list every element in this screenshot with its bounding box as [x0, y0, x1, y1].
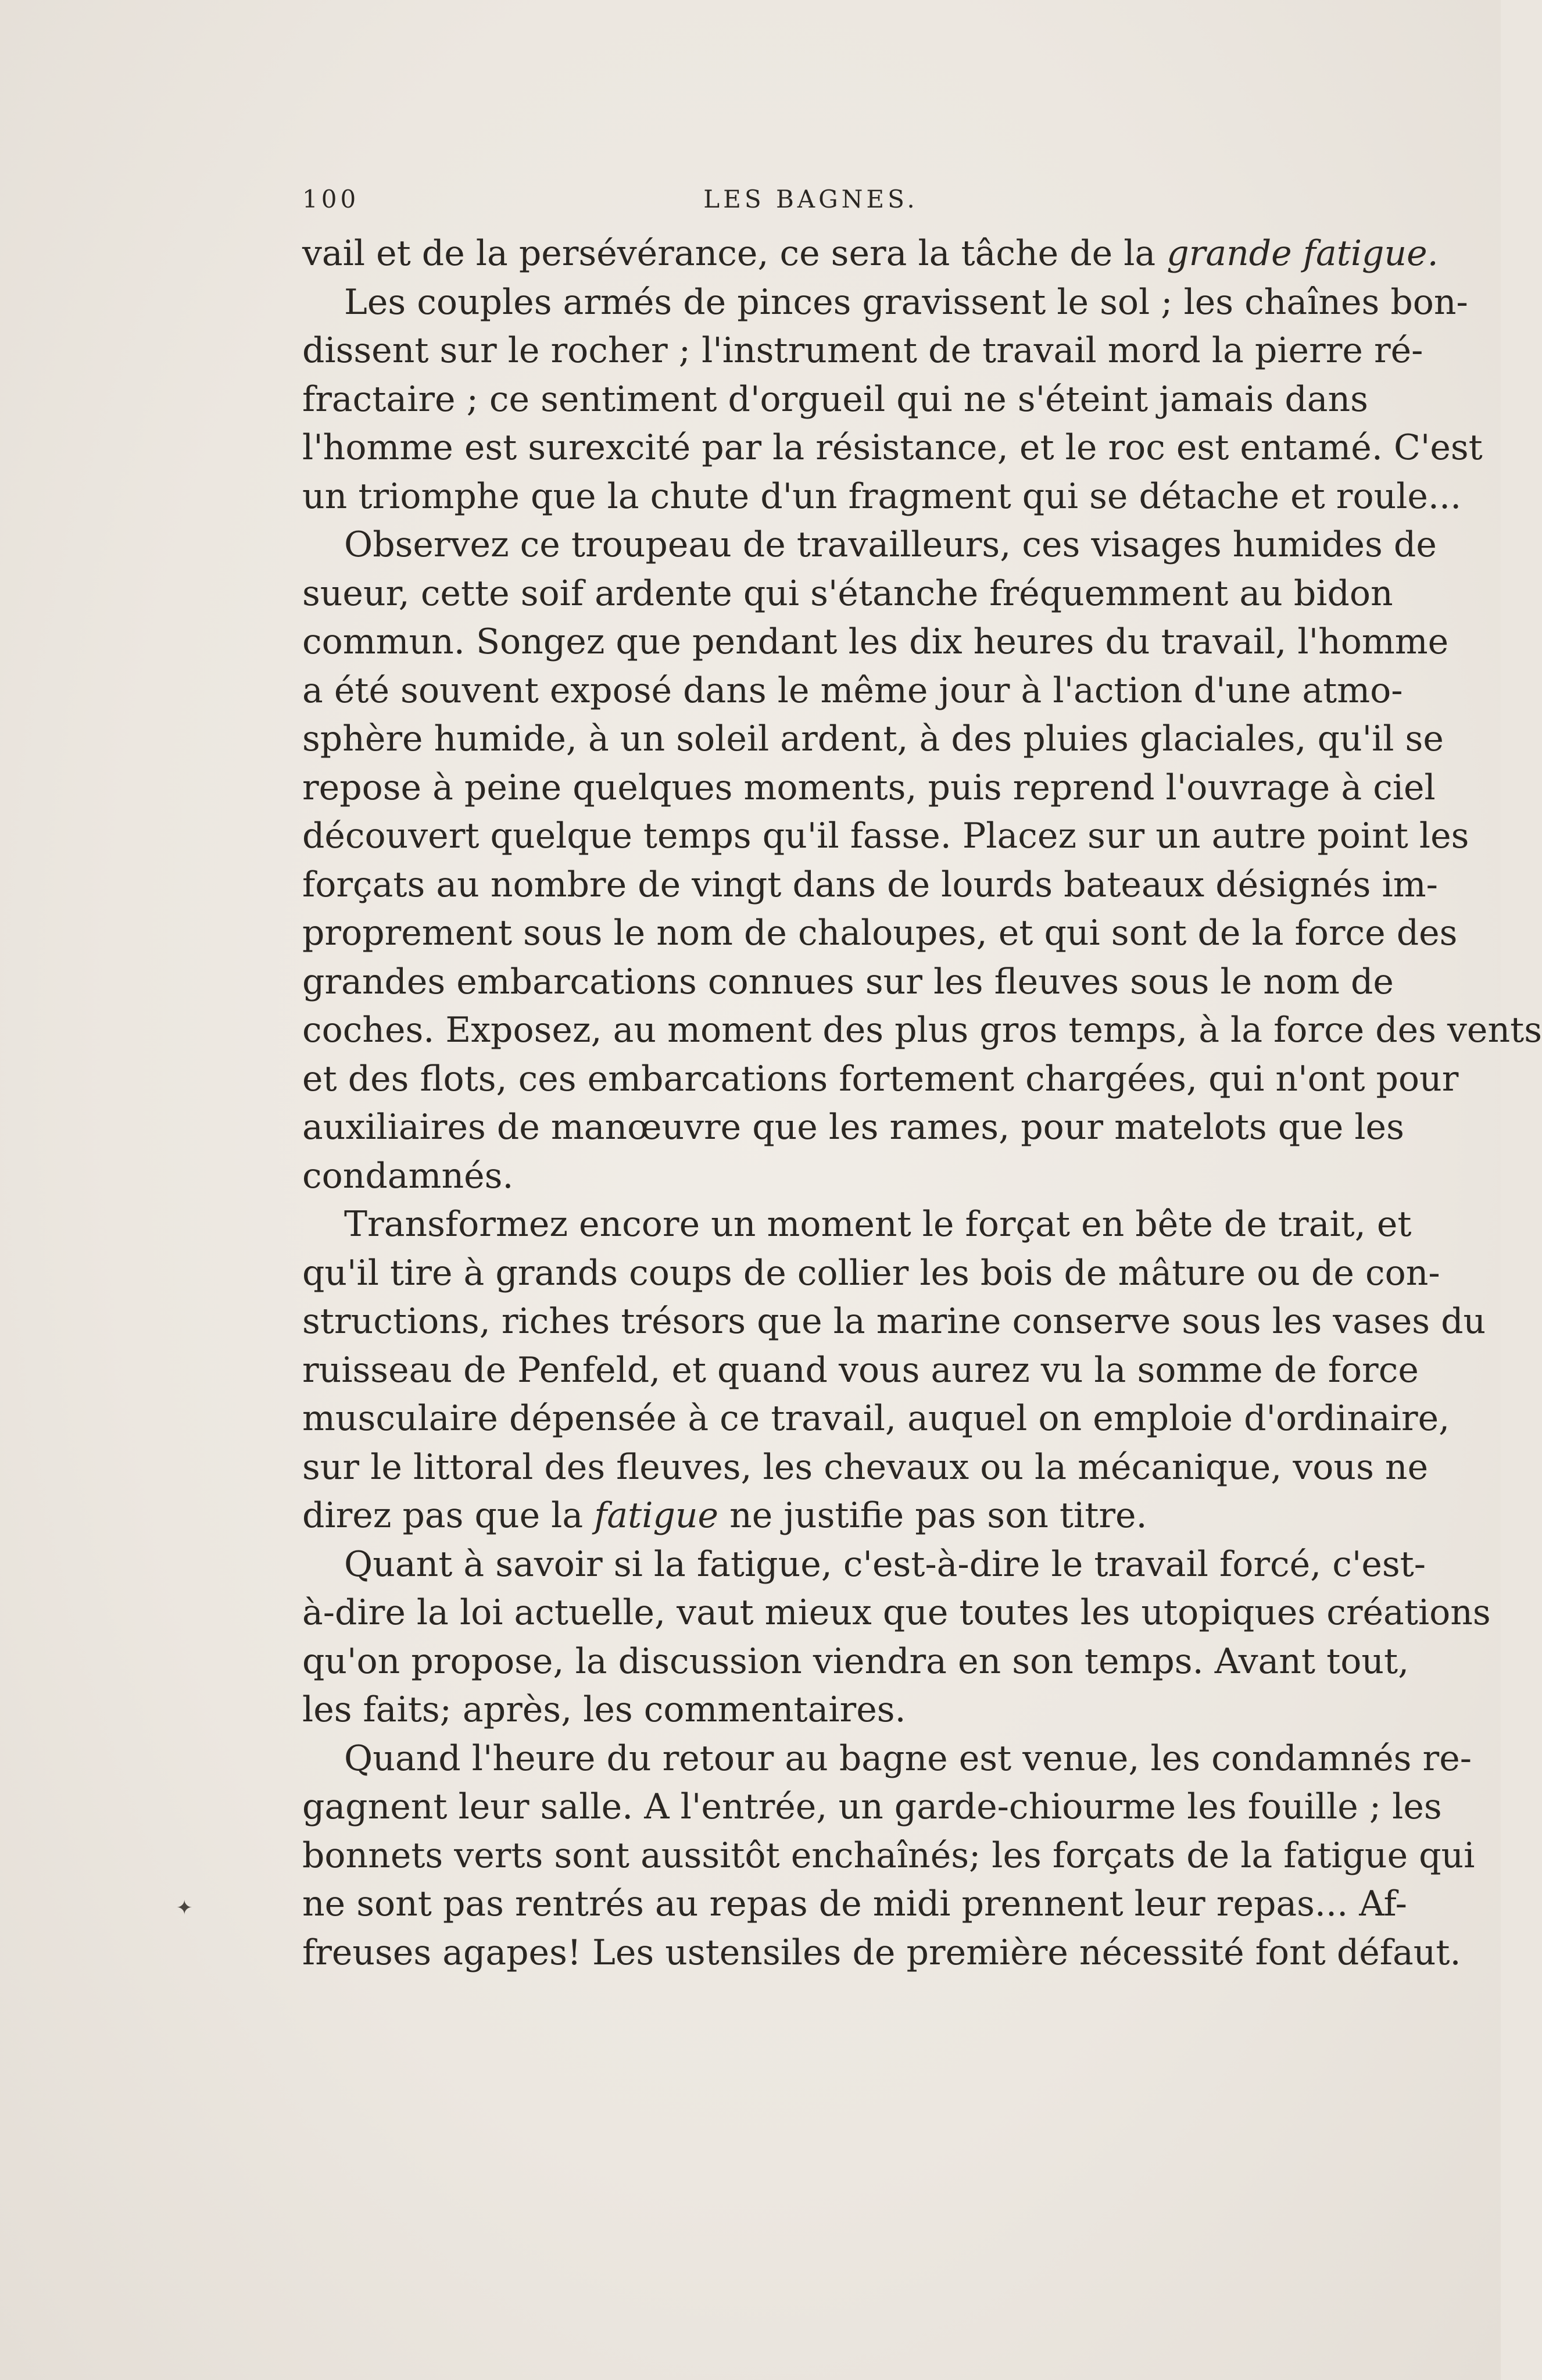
text-line: proprement sous le nom de chaloupes, et qui sont de la force des	[302, 913, 1458, 953]
text-line: les faits; après, les commentaires.	[302, 1689, 906, 1730]
text-line: grandes embarcations connues sur les fleuves sous le nom de	[302, 961, 1394, 1002]
text-line: sphère humide, à un soleil ardent, à des pluies glaciales, qu'il se	[302, 719, 1444, 759]
page-header	[302, 185, 1319, 220]
text-line: Transformez encore un moment le forçat en bête de trait, et	[344, 1204, 1412, 1245]
text-line: dissent sur le rocher ; l'instrument de travail mord la pierre ré-	[302, 330, 1423, 371]
text-line: a été souvent exposé dans le même jour à l'action d'une atmo-	[302, 670, 1403, 711]
text-line: gagnent leur salle. A l'entrée, un garde-chiourme les fouille ; les	[302, 1786, 1442, 1827]
text-line: et des flots, ces embarcations fortement chargées, qui n'ont pour	[302, 1058, 1459, 1099]
text-line: vail et de la persévérance, ce sera la tâche de la grande fatigue.	[302, 233, 1439, 274]
page-number: 100	[302, 185, 360, 213]
text-line: bonnets verts sont aussitôt enchaînés; les forçats de la fatigue qui	[302, 1835, 1475, 1876]
text-line: qu'on propose, la discussion viendra en son temps. Avant tout,	[302, 1641, 1409, 1682]
text-line: condamnés.	[302, 1155, 514, 1196]
text-line: Observez ce troupeau de travailleurs, ces visages humides de	[344, 524, 1437, 565]
text-line: sur le littoral des fleuves, les chevaux ou la mécanique, vous ne	[302, 1446, 1429, 1488]
text-line: commun. Songez que pendant les dix heures du travail, l'homme	[302, 621, 1449, 662]
body-text	[302, 230, 1542, 1977]
text-line: auxiliaires de manœuvre que les rames, pour matelots que les	[302, 1107, 1404, 1148]
text-line: qu'il tire à grands coups de collier les bois de mâture ou de con-	[302, 1252, 1440, 1293]
text-line: repose à peine quelques moments, puis reprend l'ouvrage à ciel	[302, 767, 1436, 808]
text-line: direz pas que la fatigue ne justifie pas son titre.	[302, 1495, 1147, 1536]
running-title: LES BAGNES.	[703, 185, 918, 213]
text-line: l'homme est surexcité par la résistance, et le roc est entamé. C'est	[302, 427, 1483, 468]
text-line: découvert quelque temps qu'il fasse. Placez sur un autre point les	[302, 816, 1469, 856]
margin-mark: ✦	[176, 1896, 193, 1920]
paragraph	[302, 1541, 1491, 1735]
paragraph	[302, 230, 1439, 278]
text-line: musculaire dépensée à ce travail, auquel on emploie d'ordinaire,	[302, 1398, 1450, 1439]
text-line: Quant à savoir si la fatigue, c'est-à-dire le travail forcé, c'est-	[344, 1543, 1426, 1585]
text-line: forçats au nombre de vingt dans de lourds bateaux désignés im-	[302, 864, 1438, 905]
paragraph	[302, 1200, 1486, 1541]
text-line: un triomphe que la chute d'un fragment qui se détache et roule...	[302, 476, 1462, 517]
text-line: Les couples armés de pinces gravissent le sol ; les chaînes bon-	[344, 281, 1468, 323]
text-line: ne sont pas rentrés au repas de midi prennent leur repas... Af-	[302, 1884, 1407, 1924]
text-line: structions, riches trésors que la marine conserve sous les vases du	[302, 1301, 1486, 1342]
text-line: sueur, cette soif ardente qui s'étanche fréquemment au bidon	[302, 573, 1393, 614]
paragraph	[302, 278, 1483, 521]
emphasis: grande fatigue.	[1167, 233, 1439, 274]
text-line: à-dire la loi actuelle, vaut mieux que toutes les utopiques créations	[302, 1592, 1491, 1633]
paragraph	[302, 521, 1542, 1200]
text-line: ruisseau de Penfeld, et quand vous aurez vu la somme de force	[302, 1349, 1419, 1391]
emphasis: fatigue	[594, 1495, 719, 1536]
text-line: Quand l'heure du retour au bagne est venue, les condamnés re-	[344, 1738, 1472, 1779]
text-line: freuses agapes! Les ustensiles de première nécessité font défaut.	[302, 1932, 1461, 1973]
paragraph	[302, 1735, 1475, 1978]
text-line: coches. Exposez, au moment des plus gros temps, à la force des vents	[302, 1010, 1542, 1050]
text-line: fractaire ; ce sentiment d'orgueil qui ne s'éteint jamais dans	[302, 378, 1368, 420]
